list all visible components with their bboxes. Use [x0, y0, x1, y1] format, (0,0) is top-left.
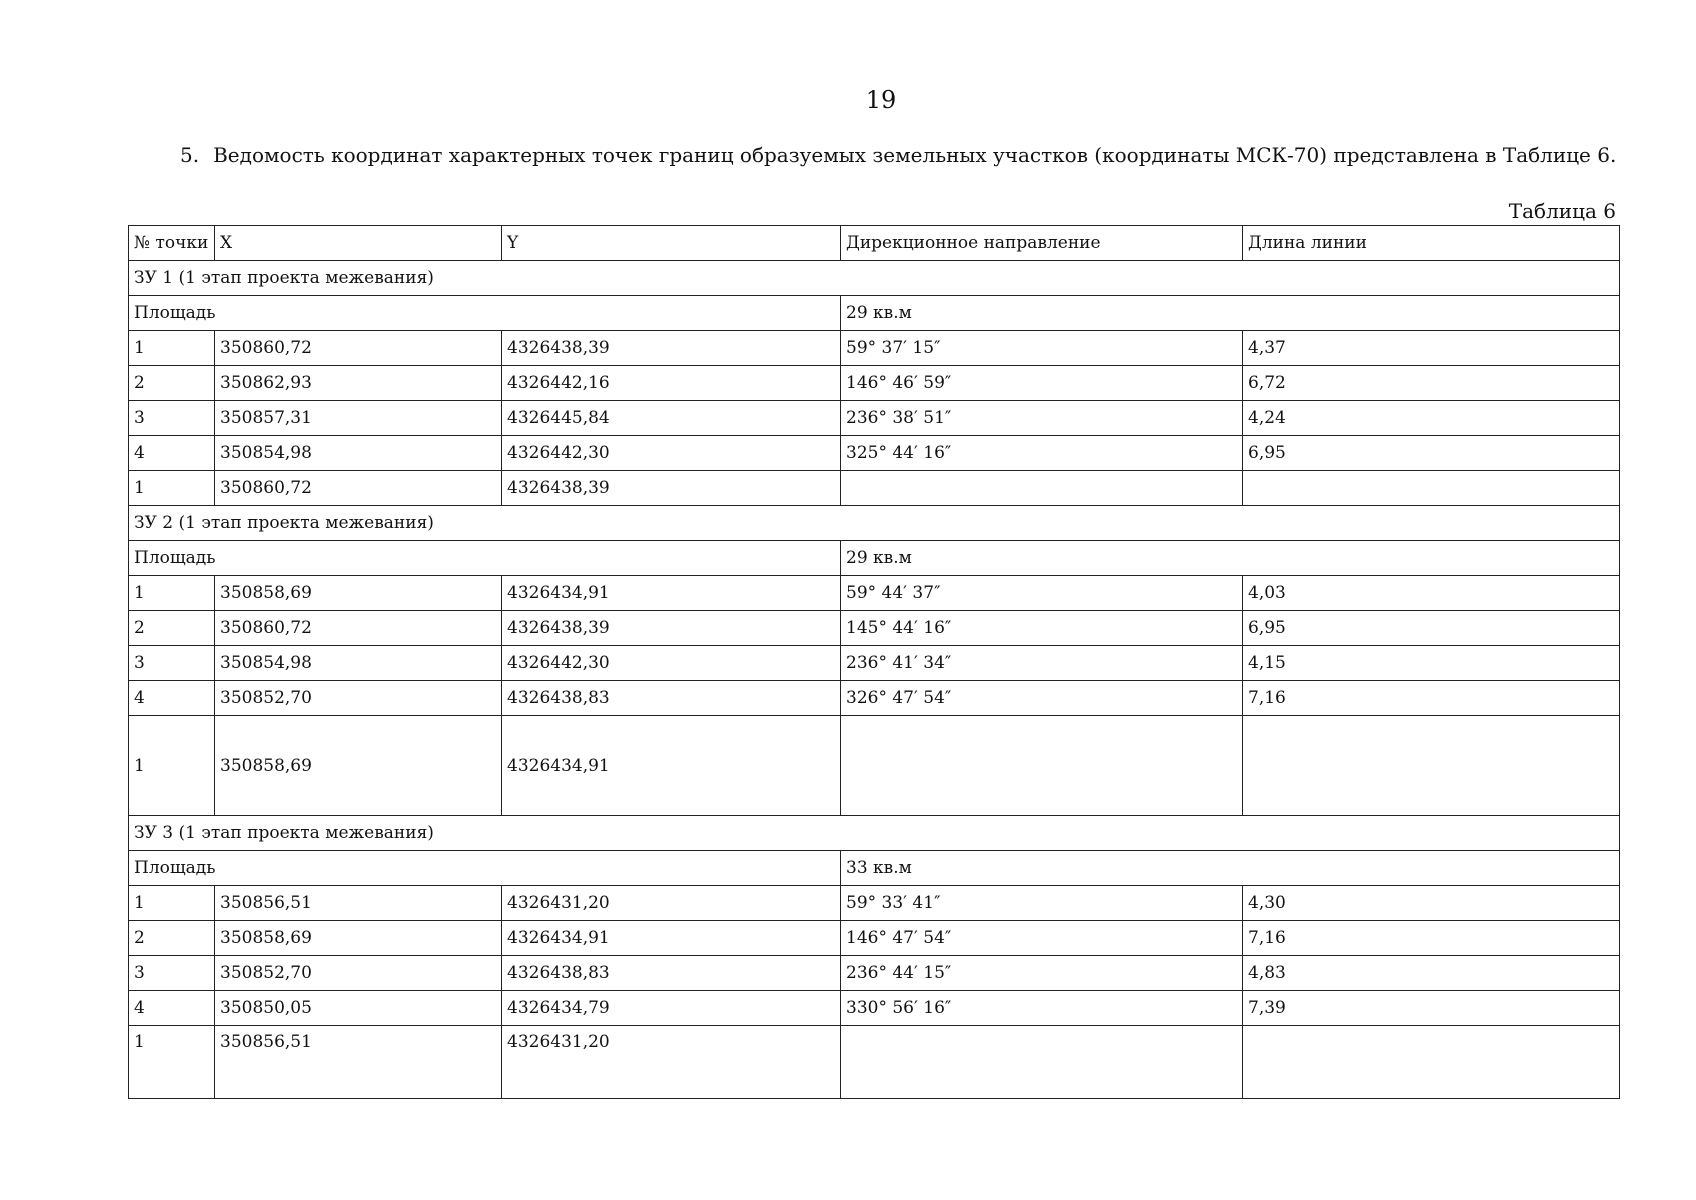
y-coordinate: 4326442,30	[502, 646, 841, 681]
coordinates-table	[128, 225, 1620, 1099]
area-value: 29 кв.м	[841, 541, 1620, 576]
x-coordinate: 350854,98	[215, 646, 502, 681]
point-number: 4	[129, 436, 215, 471]
line-length	[1243, 471, 1620, 506]
x-coordinate: 350858,69	[215, 576, 502, 611]
y-coordinate: 4326438,83	[502, 681, 841, 716]
point-number: 1	[129, 471, 215, 506]
direction: 325° 44′ 16″	[841, 436, 1243, 471]
table-row	[129, 921, 1620, 956]
direction: 59° 37′ 15″	[841, 331, 1243, 366]
line-length: 6,72	[1243, 366, 1620, 401]
point-number: 2	[129, 921, 215, 956]
parcel-title-row	[129, 816, 1620, 851]
parcel-title: ЗУ 2 (1 этап проекта межевания)	[129, 506, 1620, 541]
line-length: 6,95	[1243, 611, 1620, 646]
table-row	[129, 646, 1620, 681]
y-coordinate: 4326445,84	[502, 401, 841, 436]
x-coordinate: 350856,51	[215, 1026, 502, 1099]
table-row	[129, 716, 1620, 816]
area-label: Площадь	[129, 296, 841, 331]
table-row	[129, 991, 1620, 1026]
point-number: 4	[129, 991, 215, 1026]
header-y: Y	[502, 226, 841, 261]
area-value: 33 кв.м	[841, 851, 1620, 886]
y-coordinate: 4326434,91	[502, 576, 841, 611]
point-number: 3	[129, 401, 215, 436]
direction: 236° 44′ 15″	[841, 956, 1243, 991]
x-coordinate: 350852,70	[215, 956, 502, 991]
parcel-title-row	[129, 506, 1620, 541]
point-number: 1	[129, 331, 215, 366]
y-coordinate: 4326438,83	[502, 956, 841, 991]
point-number: 2	[129, 366, 215, 401]
header-x: X	[215, 226, 502, 261]
y-coordinate: 4326438,39	[502, 331, 841, 366]
direction: 145° 44′ 16″	[841, 611, 1243, 646]
page-number: 19	[865, 86, 897, 114]
line-length	[1243, 716, 1620, 816]
x-coordinate: 350850,05	[215, 991, 502, 1026]
y-coordinate: 4326431,20	[502, 886, 841, 921]
intro-text: Ведомость координат характерных точек границ образуемых земельных участков (координаты МСК-70) представлена в Таблице 6.	[213, 143, 1617, 167]
parcel-area-row	[129, 541, 1620, 576]
point-number: 3	[129, 646, 215, 681]
direction: 236° 41′ 34″	[841, 646, 1243, 681]
table-row	[129, 681, 1620, 716]
direction: 236° 38′ 51″	[841, 401, 1243, 436]
point-number: 1	[129, 716, 215, 816]
y-coordinate: 4326442,16	[502, 366, 841, 401]
direction: 326° 47′ 54″	[841, 681, 1243, 716]
y-coordinate: 4326434,79	[502, 991, 841, 1026]
y-coordinate: 4326431,20	[502, 1026, 841, 1099]
header-line-length: Длина линии	[1243, 226, 1620, 261]
area-value: 29 кв.м	[841, 296, 1620, 331]
x-coordinate: 350862,93	[215, 366, 502, 401]
x-coordinate: 350860,72	[215, 471, 502, 506]
line-length: 4,03	[1243, 576, 1620, 611]
x-coordinate: 350858,69	[215, 716, 502, 816]
y-coordinate: 4326442,30	[502, 436, 841, 471]
line-length	[1243, 1026, 1620, 1099]
table-row	[129, 436, 1620, 471]
y-coordinate: 4326434,91	[502, 716, 841, 816]
parcel-title: ЗУ 3 (1 этап проекта межевания)	[129, 816, 1620, 851]
table-row	[129, 401, 1620, 436]
table-row	[129, 366, 1620, 401]
parcel-area-row	[129, 851, 1620, 886]
x-coordinate: 350856,51	[215, 886, 502, 921]
x-coordinate: 350860,72	[215, 611, 502, 646]
line-length: 4,83	[1243, 956, 1620, 991]
y-coordinate: 4326438,39	[502, 611, 841, 646]
line-length: 4,37	[1243, 331, 1620, 366]
direction	[841, 716, 1243, 816]
table-row	[129, 1026, 1620, 1099]
point-number: 1	[129, 886, 215, 921]
x-coordinate: 350852,70	[215, 681, 502, 716]
point-number: 3	[129, 956, 215, 991]
direction	[841, 1026, 1243, 1099]
point-number: 2	[129, 611, 215, 646]
x-coordinate: 350857,31	[215, 401, 502, 436]
area-label: Площадь	[129, 541, 841, 576]
x-coordinate: 350860,72	[215, 331, 502, 366]
intro-number: 5.	[180, 143, 200, 167]
line-length: 6,95	[1243, 436, 1620, 471]
header-direction: Дирекционное направление	[841, 226, 1243, 261]
line-length: 4,30	[1243, 886, 1620, 921]
header-point-number: № точки	[129, 226, 215, 261]
direction: 330° 56′ 16″	[841, 991, 1243, 1026]
table-row	[129, 886, 1620, 921]
line-length: 7,16	[1243, 681, 1620, 716]
table-caption: Таблица 6	[1508, 199, 1616, 223]
point-number: 1	[129, 576, 215, 611]
table-header-row	[129, 226, 1620, 261]
direction: 59° 44′ 37″	[841, 576, 1243, 611]
table-row	[129, 611, 1620, 646]
line-length: 4,24	[1243, 401, 1620, 436]
line-length: 7,16	[1243, 921, 1620, 956]
y-coordinate: 4326434,91	[502, 921, 841, 956]
y-coordinate: 4326438,39	[502, 471, 841, 506]
x-coordinate: 350854,98	[215, 436, 502, 471]
line-length: 7,39	[1243, 991, 1620, 1026]
point-number: 1	[129, 1026, 215, 1099]
x-coordinate: 350858,69	[215, 921, 502, 956]
intro-paragraph	[180, 143, 1616, 167]
direction: 146° 47′ 54″	[841, 921, 1243, 956]
table-row	[129, 471, 1620, 506]
line-length: 4,15	[1243, 646, 1620, 681]
direction	[841, 471, 1243, 506]
table-row	[129, 331, 1620, 366]
parcel-title-row	[129, 261, 1620, 296]
parcel-title: ЗУ 1 (1 этап проекта межевания)	[129, 261, 1620, 296]
area-label: Площадь	[129, 851, 841, 886]
direction: 146° 46′ 59″	[841, 366, 1243, 401]
direction: 59° 33′ 41″	[841, 886, 1243, 921]
point-number: 4	[129, 681, 215, 716]
table-row	[129, 956, 1620, 991]
table-row	[129, 576, 1620, 611]
parcel-area-row	[129, 296, 1620, 331]
